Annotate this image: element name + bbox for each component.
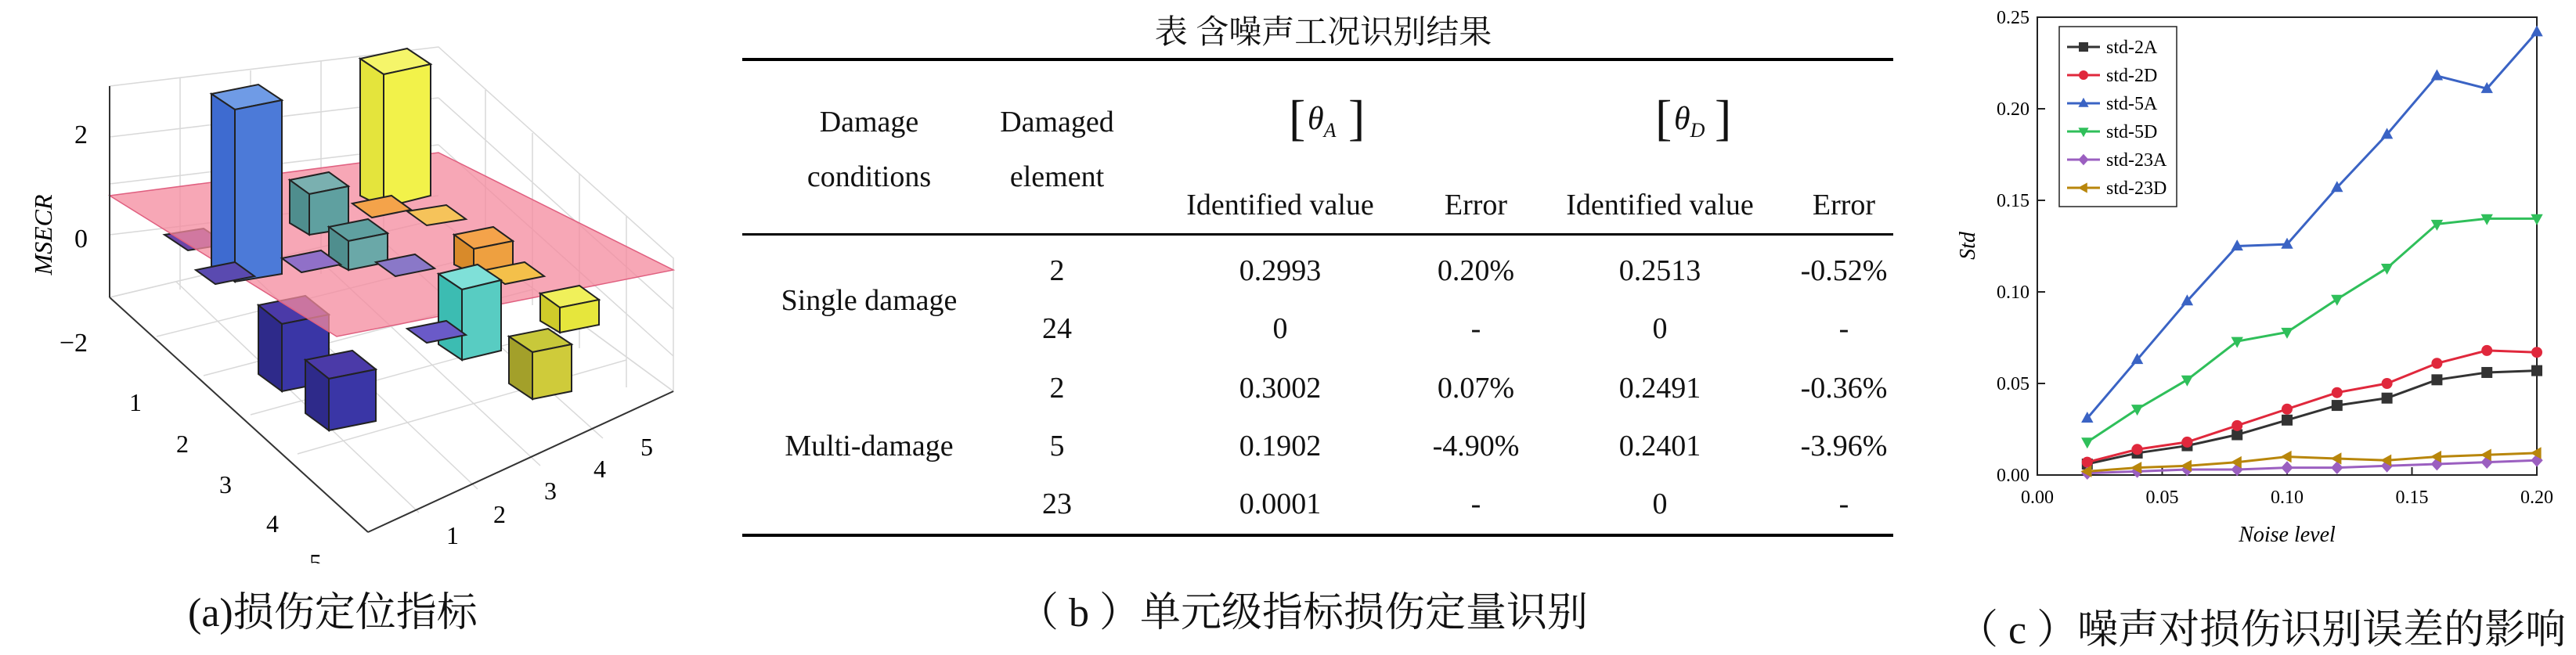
legend-label: std-5A [2106,94,2158,114]
right-tick: 4 [593,455,606,483]
a-error-cell: -4.90% [1432,430,1520,462]
left-tick: 3 [219,470,232,498]
table-title: 表 含噪声工况识别结果 [1154,15,1492,51]
data-point [2079,42,2088,52]
bar [360,59,384,207]
data-point [2381,264,2393,275]
data-point [2382,393,2393,404]
header-error-a: Error [1444,189,1508,221]
y-tick-label: 0.15 [1997,191,2029,211]
x-tick-label: 0.05 [2145,488,2179,508]
caption-c: （ c ）噪声对损伤识别误差的影响 [1957,608,2567,653]
legend-label: std-23D [2106,178,2167,199]
y-tick-label: 0.05 [1997,374,2029,394]
line-chart [1942,0,2576,579]
d-value-cell: 0.2401 [1618,430,1701,462]
data-point [2282,404,2293,415]
element-cell: 2 [1049,372,1065,405]
panel-b [728,0,1918,653]
y-tick-label: 0.00 [1997,466,2029,486]
top-rule [742,58,1893,61]
element-cell: 2 [1049,254,1065,287]
right-tick: 3 [544,477,557,505]
z-tick: 2 [74,121,88,149]
right-tick: 2 [493,500,506,528]
element-cell: 5 [1049,430,1065,462]
d-value-cell: 0.2491 [1618,372,1701,405]
a-error-cell: - [1470,312,1481,345]
header-error-d: Error [1812,189,1876,221]
a-error-cell: 0.07% [1437,372,1515,405]
a-value-cell: 0.1902 [1239,430,1322,462]
left-tick: 1 [129,388,142,416]
bar [235,100,282,282]
data-point [2181,437,2192,448]
legend-label: std-5D [2106,122,2158,142]
caption-b: （ b ）单元级指标损伤定量识别 [1018,591,1589,635]
bar [462,280,501,360]
data-point [2079,70,2088,80]
data-point [2431,358,2442,369]
data-point [2531,365,2542,376]
header-element-1: Damaged [1000,106,1114,139]
d-error-cell: -0.36% [1800,372,1888,405]
d-error-cell: -3.96% [1800,430,1888,462]
d-value-cell: 0 [1652,312,1668,345]
z-axis-label: MSECR [29,194,57,275]
series-line [2087,351,2537,462]
element-cell: 23 [1042,488,1072,520]
x-axis-label: Noise level [2239,523,2336,547]
d-value-cell: 0.2513 [1618,254,1701,287]
z-tick: 0 [74,225,88,254]
x-tick-label: 0.10 [2271,488,2304,508]
mid-rule [742,233,1893,236]
left-tick: 2 [176,430,189,458]
left-tick: 4 [266,509,279,538]
right-tick: 1 [446,521,459,549]
data-point [2332,400,2343,411]
y-tick-label: 0.25 [1997,8,2029,28]
a-error-cell: - [1470,488,1481,520]
bar [384,64,431,207]
a-value-cell: 0.0001 [1239,488,1322,520]
theta-d-header: [ $\theta_D$ ] [1655,90,1732,146]
bar [532,344,572,399]
panel-c [1942,0,2576,653]
caption-a: (a)损伤定位指标 [188,591,478,635]
legend-label: std-23A [2106,150,2167,171]
legend-label: std-2D [2106,66,2158,86]
header-conditions-2: conditions [806,160,932,193]
a-error-cell: 0.20% [1437,254,1515,287]
data-point [2081,437,2093,448]
data-point [2231,420,2242,431]
z-tick: −2 [59,329,88,358]
data-point [2431,69,2443,80]
right-axis [368,391,673,532]
data-point [2181,376,2193,387]
legend-label: std-2A [2106,38,2158,58]
condition-cell: Multi-damage [785,430,954,462]
header-identified-d: Identified value [1566,189,1754,221]
data-point [2431,374,2442,385]
a-value-cell: 0 [1272,312,1288,345]
condition-cell: Single damage [781,284,958,317]
data-point [2382,378,2393,389]
header-conditions-1: Damage [819,106,919,139]
y-axis-label: Std [1956,232,1980,260]
data-point [2282,415,2293,426]
panel-a [0,0,705,653]
data-point [2531,25,2542,36]
bottom-rule [742,534,1893,537]
data-point [2281,461,2293,474]
y-tick-label: 0.20 [1997,99,2029,120]
data-point [2531,347,2542,358]
header-identified-a: Identified value [1186,189,1374,221]
data-point [2281,451,2292,462]
right-tick: 5 [640,433,653,461]
d-error-cell: -0.52% [1800,254,1888,287]
bar [438,274,462,360]
data-point [2331,295,2343,306]
left-tick: 5 [309,549,322,563]
data-point [2332,387,2343,398]
header-element-2: element [1009,160,1105,193]
series-line [2087,371,2537,464]
data-point [2231,337,2243,348]
x-tick-label: 0.15 [2395,488,2429,508]
x-tick-label: 0.00 [2021,488,2054,508]
data-point [2481,367,2492,378]
element-cell: 24 [1042,312,1072,345]
a-value-cell: 0.3002 [1239,372,1322,405]
d-error-cell: - [1838,312,1849,345]
bar [329,369,376,430]
a-value-cell: 0.2993 [1239,254,1322,287]
bar3d-figure [0,0,705,563]
data-point [2481,345,2492,356]
series-line [2087,218,2537,441]
theta-a-header: [ $\theta_A$ ] [1289,90,1366,146]
d-error-cell: - [1838,488,1849,520]
d-value-cell: 0 [1652,488,1668,520]
data-point [2131,405,2143,416]
y-tick-label: 0.10 [1997,283,2029,303]
data-point [2132,444,2143,455]
x-tick-label: 0.20 [2520,488,2553,508]
bar [211,94,235,282]
